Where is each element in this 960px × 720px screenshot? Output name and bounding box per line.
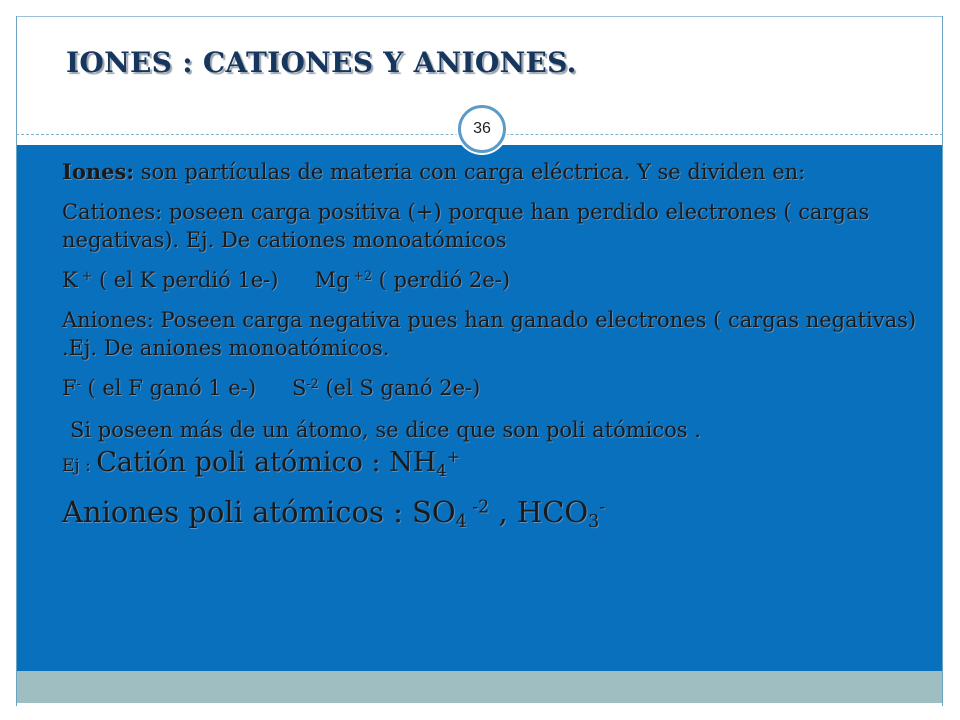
anion-example-2 <box>292 376 480 400</box>
ion-symbol: K <box>62 268 78 292</box>
slide-number-badge: 36 <box>458 105 506 153</box>
cation-poli-text: Catión poli atómico : NH <box>96 447 437 478</box>
ion-symbol: Mg <box>314 268 350 292</box>
paragraph-cationes <box>62 198 922 254</box>
aniones-poli-line <box>62 495 922 533</box>
cation-poli-line <box>62 446 922 483</box>
ion-charge: +2 <box>349 268 372 284</box>
cation-example-2 <box>314 268 510 292</box>
ion-note: ( el K perdió 1e-) <box>92 268 279 292</box>
slide-frame-top <box>16 16 943 17</box>
slide-title: IONES : CATIONES Y ANIONES. <box>66 46 577 79</box>
formula-subscript: 4 <box>436 460 447 480</box>
cation-examples <box>62 266 922 294</box>
anion-examples <box>62 374 922 402</box>
cationes-definition: Cationes: poseen carga positiva (+) porque han perdido electrones ( cargas negativas). Ej. De cationes monoatómicos <box>62 200 870 252</box>
formula-subscript: 3 <box>588 512 600 533</box>
anion-example-1 <box>62 376 256 400</box>
ion-charge: - <box>76 376 81 392</box>
slide-body <box>62 158 922 533</box>
slide-frame-right <box>942 16 943 706</box>
formula-charge: - <box>599 497 606 518</box>
ion-note: ( el F ganó 1 e-) <box>80 376 257 400</box>
paragraph-iones <box>62 158 882 186</box>
formula-subscript: 4 <box>455 512 467 533</box>
paragraph-poliatomicos <box>62 416 922 444</box>
formula-charge: -2 <box>466 497 490 518</box>
ion-charge: -2 <box>306 376 319 392</box>
footer-band <box>17 671 942 703</box>
iones-definition: son partículas de materia con carga eléctrica. Y se dividen en: <box>134 160 806 184</box>
iones-term: Iones: <box>62 159 135 184</box>
formula-charge: + <box>446 447 461 467</box>
ion-note: ( perdió 2e-) <box>372 268 511 292</box>
ion-symbol: F <box>62 376 77 400</box>
aniones-poli-text: Aniones poli atómicos : SO <box>62 495 456 529</box>
ej-label: Ej : <box>62 456 97 476</box>
formula-separator: , HCO <box>489 495 589 529</box>
paragraph-aniones <box>62 306 922 362</box>
poliatomicos-text: Si poseen más de un átomo, se dice que son poli atómicos . <box>70 418 701 442</box>
ion-charge: + <box>77 268 93 284</box>
ion-note: (el S ganó 2e-) <box>318 376 481 400</box>
cation-example-1 <box>62 268 278 292</box>
ion-symbol: S <box>292 376 307 400</box>
aniones-definition: Aniones: Poseen carga negativa pues han ganado electrones ( cargas negativas) .Ej. De aniones monoatómicos. <box>62 308 917 360</box>
